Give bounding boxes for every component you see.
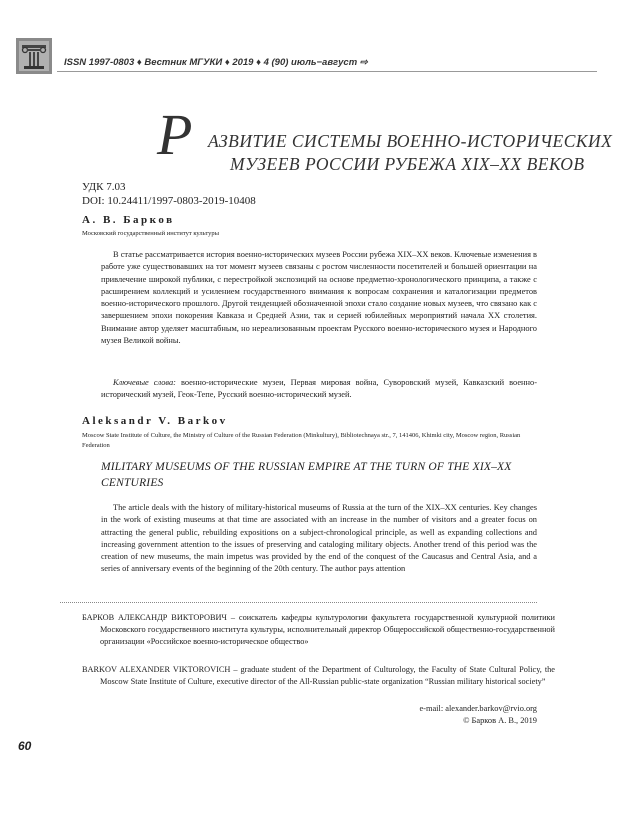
page-number: 60: [18, 739, 32, 753]
journal-logo-icon: [16, 38, 52, 74]
author-name-ru: А. В. Барков: [82, 214, 175, 226]
title-initial-letter: Р: [157, 102, 193, 167]
keywords-text: военно-исторические музеи, Первая мировая война, Суворовский музей, Кавказский военно-исторический музей, Геок-Тепе, Русский военно-исторический музей.: [101, 378, 537, 400]
header-divider: [57, 71, 597, 72]
author-affiliation-ru: Московский государственный институт культуры: [82, 230, 219, 237]
udk-code: УДК 7.03: [82, 181, 126, 193]
copyright: © Барков А. В., 2019: [463, 716, 537, 725]
article-title-line-1: АЗВИТИЕ СИСТЕМЫ ВОЕННО-ИСТОРИЧЕСКИХ: [208, 131, 613, 151]
author-affiliation-en: Moscow State Institute of Culture, the Ministry of Culture of the Russian Federation (Minkultury), Bibliotechnaya str., 7, 141406, Khimki city, Moscow region, Russian Federation: [82, 432, 521, 449]
keywords-label: Ключевые слова:: [113, 378, 176, 387]
doi: DOI: 10.24411/1997-0803-2019-10408: [82, 195, 256, 207]
article-title-en: MILITARY MUSEUMS OF THE RUSSIAN EMPIRE AT THE TURN OF THE XIX–XX CENTURIES: [101, 461, 512, 489]
footnote-divider: [60, 602, 537, 603]
journal-header: ISSN 1997-0803 ♦ Вестник МГУКИ ♦ 2019 ♦ 4 (90) июль−август ⇨: [64, 57, 368, 68]
keywords-ru: [101, 377, 537, 402]
author-bio-ru: БАРКОВ АЛЕКСАНДР ВИКТОРОВИЧ – соискатель кафедры культурологии факультета государственной культурной политики Московского государственного института культуры, исполнительный директор Общероссийской общественно-государственной организации «Российское военно-историческое общество»: [82, 613, 555, 647]
author-name-en: Aleksandr V. Barkov: [82, 415, 228, 427]
article-title-line-2: МУЗЕЕВ РОССИИ РУБЕЖА XIX–XX ВЕКОВ: [230, 154, 585, 174]
author-bio-en: BARKOV ALEXANDER VIKTOROVICH – graduate student of the Department of Culturology, the Faculty of State Cultural Policy, the Moscow State Institute of Culture, executive director of the All-Russian public-state organization “Russian military historical society”: [82, 665, 555, 687]
abstract-ru: В статье рассматривается история военно-исторических музеев России рубежа XIX–XX веков. Ключевые изменения в работе уже существовавших на тот момент музеев связаны с ростом численности посетителей и большей ориентации на привлечение широкой публики, с перестройкой экспозиций на основе предметно-хронологического принципа, а также с расширением коллекций и усилением государственного внимания к вопросам сохранения и каталогизации предметов военно-исторического прошлого. Другой тенденцией обозначенной эпохи стало создание новых музеев, что связано как с завершением эпохи покорения Кавказа и Средней Азии, так и серией юбилейных мероприятий начала XX столетия. Внимание автор уделяет масштабным, но нереализованным проектам Русского военно-исторического музея и Народного музея Великой войны.: [101, 250, 537, 346]
abstract-en: The article deals with the history of military-historical museums of Russia at the turn of the XIX–XX centuries. Key changes in the work of existing museums at that time are associated with an increase in the number of visitors and a greater focus on attracting the general public, rebuilding expositions on a subject-chronological principle, as well as expanding collections and increasing government attention to the issues of preserving and cataloging military objects. Another trend of this period was the creation of new museums, the main impetus was provided by the end of the conquest of the Caucasus and Central Asia, and a series of anniversary events of the beginning of the 20th century. The author pays attention: [101, 503, 537, 574]
author-email[interactable]: e-mail: alexander.barkov@rvio.org: [419, 704, 537, 713]
